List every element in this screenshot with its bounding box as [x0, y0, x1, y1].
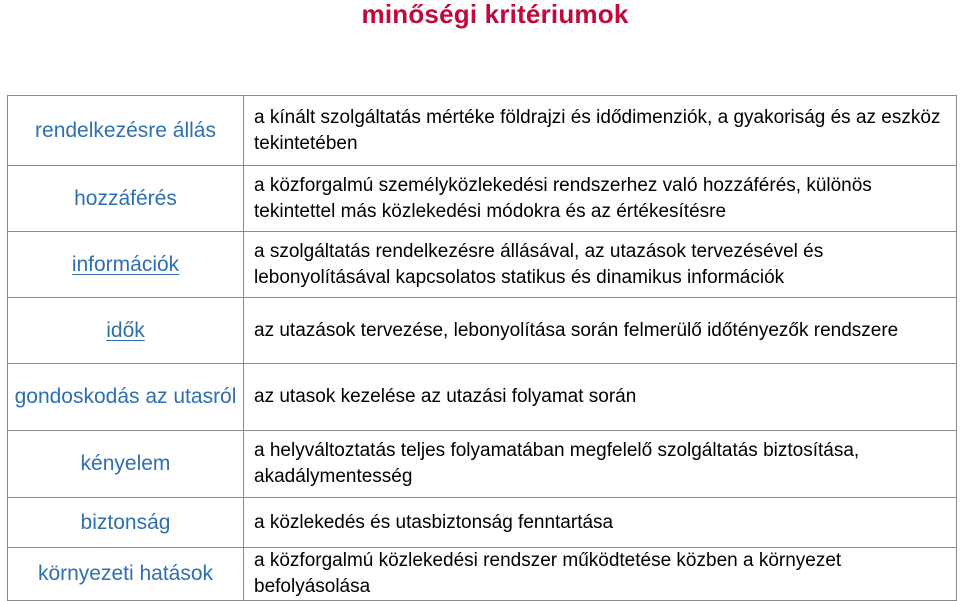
table-row	[8, 548, 957, 601]
criteria-table	[7, 95, 957, 601]
criterion-link[interactable]: információk	[71, 252, 180, 276]
criterion-name	[8, 364, 244, 431]
table-row	[8, 498, 957, 548]
table-row	[8, 232, 957, 298]
criterion-label: kényelem	[80, 452, 171, 475]
criterion-description: a kínált szolgáltatás mértéke földrajzi és idődimenziók, a gyakoriság és az eszköz tekintetében	[244, 96, 957, 166]
criterion-description: a szolgáltatás rendelkezésre állásával, az utazások tervezésével és lebonyolításával kapcsolatos statikus és dinamikus információk	[244, 232, 957, 298]
criterion-label: gondoskodás az utasról	[14, 385, 237, 408]
criterion-description: a közlekedés és utasbiztonság fenntartása	[244, 498, 957, 548]
table-row	[8, 298, 957, 364]
table-row	[8, 96, 957, 166]
page-title: minőségi kritériumok	[361, 0, 629, 29]
criterion-description: a közforgalmú személyközlekedési rendszerhez való hozzáférés, különös tekintettel más közlekedési módokra és az értékesítésre	[244, 166, 957, 232]
criterion-description: az utasok kezelése az utazási folyamat során	[244, 364, 957, 431]
table-row	[8, 364, 957, 431]
criterion-name	[8, 548, 244, 601]
criterion-name	[8, 166, 244, 232]
criterion-name	[8, 96, 244, 166]
criterion-link[interactable]: idők	[106, 318, 145, 342]
criterion-description: az utazások tervezése, lebonyolítása során felmerülő időtényezők rendszere	[244, 298, 957, 364]
table-row	[8, 166, 957, 232]
criterion-label: rendelkezésre állás	[35, 118, 216, 142]
criterion-label: biztonság	[80, 510, 171, 534]
criterion-name	[8, 431, 244, 498]
criterion-name	[8, 298, 244, 364]
criterion-description: a helyváltoztatás teljes folyamatában megfelelő szolgáltatás biztosítása, akadálymentesség	[244, 431, 957, 498]
criterion-label: környezeti hatások	[37, 562, 214, 585]
criterion-label: hozzáférés	[74, 186, 177, 210]
criterion-name	[8, 498, 244, 548]
table-row	[8, 431, 957, 498]
criterion-name	[8, 232, 244, 298]
criterion-description: a közforgalmú közlekedési rendszer működtetése közben a környezet befolyásolása	[244, 548, 957, 601]
